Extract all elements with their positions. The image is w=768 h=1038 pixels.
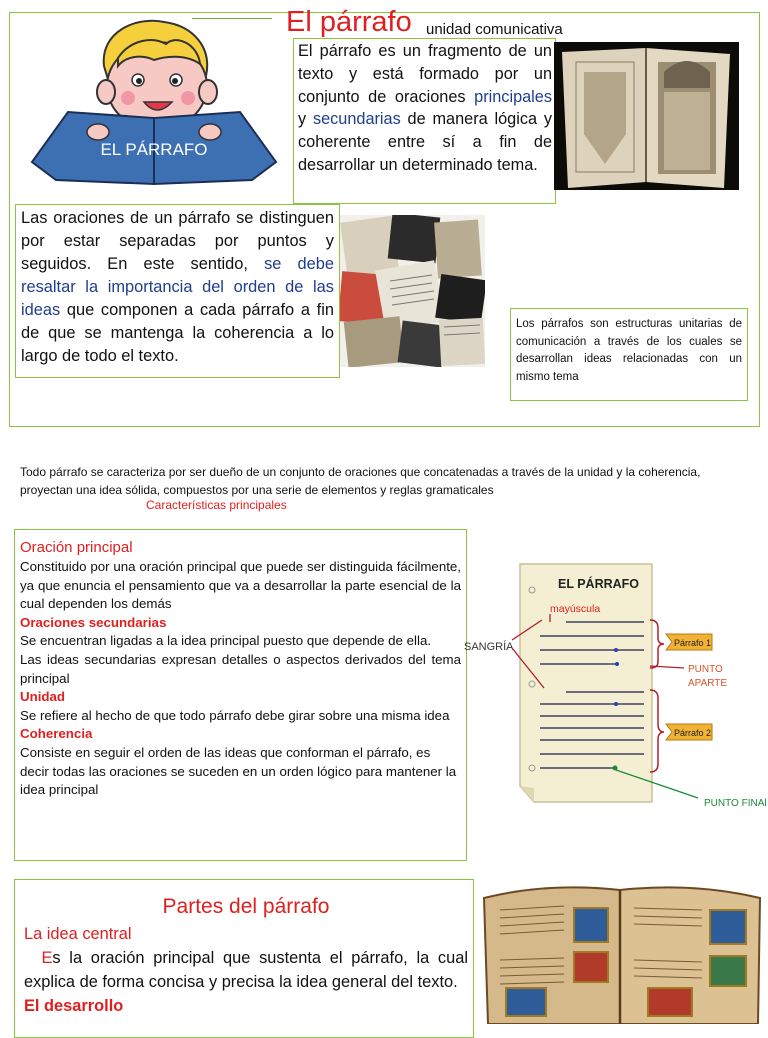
page-title: El párrafo	[286, 6, 412, 38]
coherencia-title: Coherencia	[20, 726, 93, 742]
paragraph-parts-box	[14, 879, 474, 1038]
definition-principales: principales	[474, 87, 552, 106]
definition-box	[293, 38, 556, 204]
cartoon-reader-illustration	[26, 14, 284, 190]
paragraph-structure-diagram	[464, 558, 768, 820]
page-subtitle: unidad comunicativa	[426, 21, 563, 38]
definition-text-2: y	[298, 110, 313, 129]
idea-central-title: La idea central	[24, 925, 132, 943]
book-label: EL PÁRRAFO	[100, 140, 208, 159]
separation-text-1: Las oraciones de un párrafo se distinguen por estar separadas por puntos y seguidos. En este sentido,	[21, 209, 334, 273]
unidad-title: Unidad	[20, 689, 66, 705]
diagram-punto-final-label: PUNTO FINAl	[704, 798, 767, 809]
oraciones-secundarias-title: Oraciones secundarias	[20, 614, 167, 630]
coherencia-text: Consiste en seguir el orden de las ideas que conforman el párrafo, es decir todas las oraciones se suceden en un orden lógico para mantener la idea principal	[20, 744, 457, 798]
desarrollo-title: El desarrollo	[24, 997, 124, 1015]
oraciones-secundarias-text-1: Se encuentran ligadas a la idea principal puesto que depende de ella.	[20, 633, 432, 649]
oracion-principal-title: Oración principal	[20, 539, 133, 556]
structures-text: Los párrafos son estructuras unitarias de comunicación a través de los cuales se desarrollan ideas relacionadas con un mismo tema	[516, 318, 742, 383]
definition-secundarias: secundarias	[312, 110, 401, 129]
diagram-parrafo-2-label: Párrafo 2	[674, 728, 712, 738]
definition-text-1: El párrafo es un fragmento de un texto y está formado por un conjunto de oraciones	[298, 42, 552, 106]
separation-highlight: se debe resaltar la importancia del orden de las ideas	[21, 255, 334, 319]
diagram-parrafo-1-label: Párrafo 1	[674, 638, 712, 648]
oraciones-secundarias-text-2: Las ideas secundarias expresan detalles o aspectos derivados del tema principal	[20, 651, 461, 686]
illuminated-manuscript-photo	[478, 880, 768, 1024]
diagram-punto-aparte-label-1: PUNTO	[688, 664, 723, 675]
diagram-mayuscula-label: mayúscula	[550, 603, 601, 615]
oracion-principal-text: Constituido por una oración principal que puede ser distinguida fácilmente, ya que enuncia el pensamiento que va a desarrollar la parte esencial de la cual dependen los demás	[20, 559, 461, 612]
characteristics-heading: Características principales	[146, 498, 287, 512]
intro-paragraph: Todo párrafo se caracteriza por ser dueño de un conjunto de oraciones que concatenadas a través de la unidad y la coherencia, proyectan una idea sólida, compuestos por una serie de elementos y reglas gramaticales	[20, 465, 701, 497]
paragraph-structures-box	[510, 308, 748, 401]
newspaper-clippings-collage	[340, 215, 485, 367]
diagram-title: EL PÁRRAFO	[558, 577, 640, 591]
idea-central-initial: E	[41, 949, 53, 967]
open-old-book-photo	[554, 42, 739, 190]
idea-central-text	[24, 946, 468, 994]
separation-text-2: que componen a cada párrafo a fin de que se mantenga la coherencia a lo largo de todo el texto.	[21, 301, 334, 365]
diagram-sangria-label: SANGRÍA	[464, 641, 514, 653]
diagram-punto-aparte-label-2: APARTE	[688, 678, 728, 689]
characteristics-box	[14, 529, 467, 861]
definition-text-3: de manera lógica y coherente entre sí a fin de desarrollar un determinado tema.	[298, 110, 552, 174]
unidad-text: Se refiere al hecho de que todo párrafo debe girar sobre una misma idea	[20, 707, 450, 723]
sentence-separation-box	[15, 204, 340, 378]
idea-central-body: s la oración principal que sustenta el párrafo, la cual explica de forma concisa y precisa la idea general del texto.	[24, 949, 468, 991]
parts-title: Partes del párrafo	[162, 895, 330, 918]
